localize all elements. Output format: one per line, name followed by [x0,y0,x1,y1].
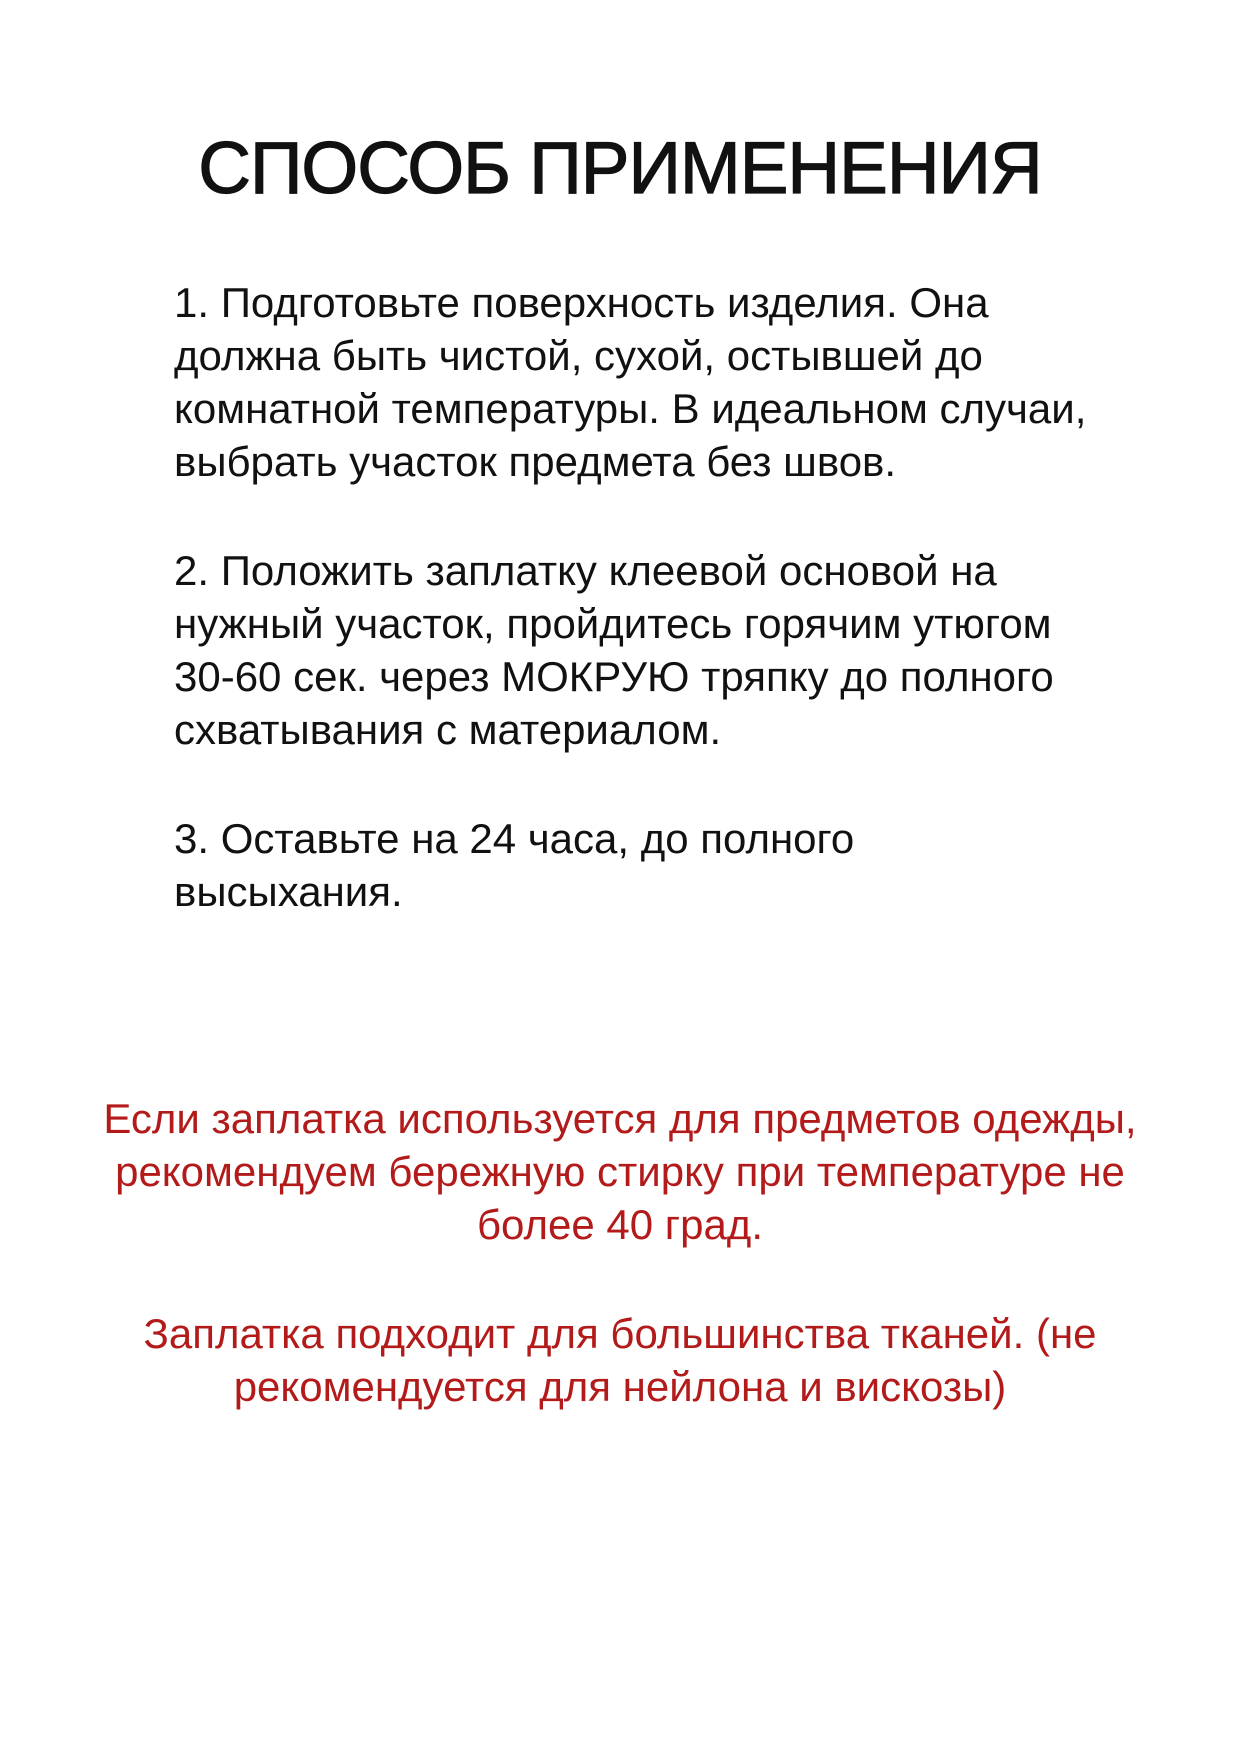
care-notes [80,1092,1160,1469]
steps-list [174,276,1094,974]
step-2: 2. Положить заплатку клеевой основой на нужный участок, пройдитесь горячим утюгом 30-60 сек. через МОКРУЮ тряпку до полного схватывания с материалом. [174,547,1054,753]
step-3: 3. Оставьте на 24 часа, до полного высыхания. [174,815,855,915]
page-title: СПОСОБ ПРИМЕНЕНИЯ [198,128,1042,209]
washing-note: Если заплатка используется для предметов одежды, рекомендуем бережную стирку при температуре не более 40 град. [103,1095,1137,1248]
step-1: 1. Подготовьте поверхность изделия. Она должна быть чистой, сухой, остывшей до комнатной температуры. В идеальном случаи, выбрать участок предмета без швов. [174,279,1087,485]
fabric-note: Заплатка подходит для большинства тканей. (не рекомендуется для нейлона и вискозы) [143,1310,1097,1410]
